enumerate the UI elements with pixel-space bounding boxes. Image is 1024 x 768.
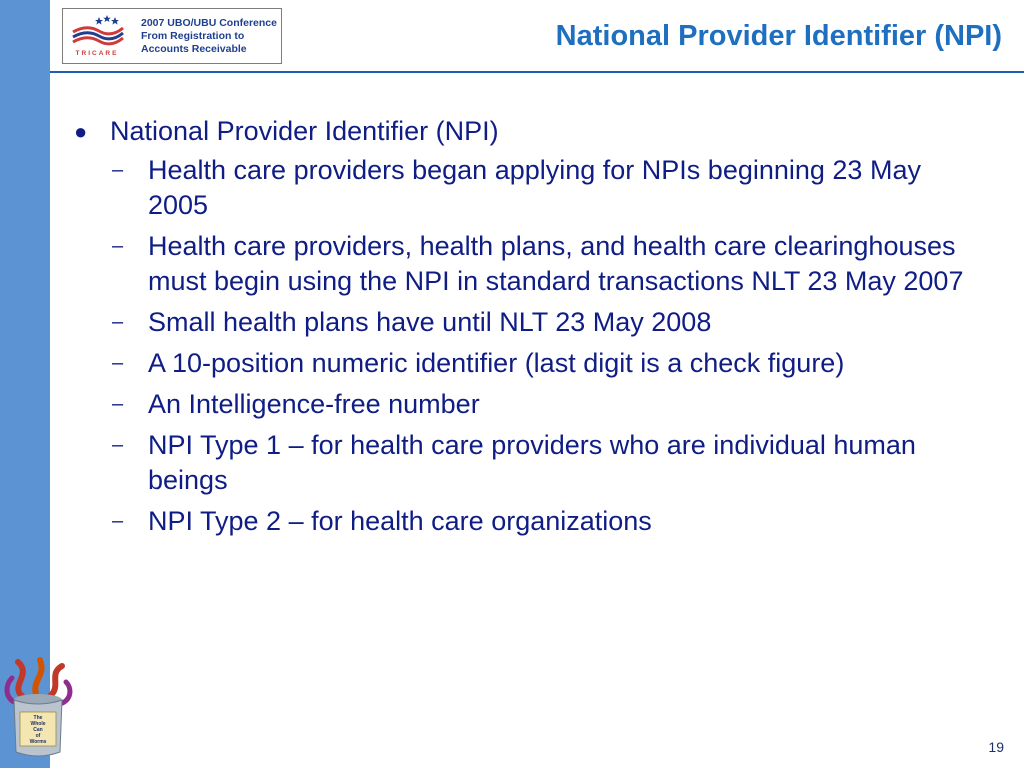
subbullet-item	[72, 428, 972, 498]
conference-name	[141, 17, 281, 56]
mascot-label-line: of	[35, 733, 41, 739]
can-of-worms-icon	[2, 656, 76, 760]
subbullet-item	[72, 305, 972, 340]
bullet-dot-icon: ●	[74, 119, 88, 144]
page-number: 19	[988, 739, 1004, 755]
conference-line-1: 2007 UBO/UBU Conference	[141, 17, 277, 29]
bullet-text: National Provider Identifier (NPI)	[110, 116, 499, 146]
slide-body	[72, 114, 972, 545]
dash-icon: –	[112, 434, 124, 456]
subbullet-text: Small health plans have until NLT 23 May 2008	[148, 307, 712, 337]
subbullet-text: A 10-position numeric identifier (last digit is a check figure)	[148, 348, 845, 378]
dash-icon: –	[112, 352, 124, 374]
slide-title: National Provider Identifier (NPI)	[555, 20, 1002, 52]
subbullet-item	[72, 504, 972, 539]
tricare-logo-icon	[69, 14, 125, 58]
bullet-item	[72, 114, 972, 149]
conference-line-2: From Registration to	[141, 30, 245, 42]
mascot-label-line: Worms	[29, 739, 47, 745]
dash-icon: –	[112, 311, 124, 333]
subbullet-item	[72, 229, 972, 299]
subbullet-item	[72, 153, 972, 223]
mascot-label-line: Whole	[30, 721, 46, 727]
svg-text:TRICARE: TRICARE	[75, 50, 119, 57]
dash-icon: –	[112, 510, 124, 532]
subbullet-text: NPI Type 1 – for health care providers who are individual human beings	[148, 430, 916, 495]
title-divider	[50, 71, 1024, 73]
subbullet-item	[72, 346, 972, 381]
dash-icon: –	[112, 159, 124, 181]
subbullet-text: NPI Type 2 – for health care organizations	[148, 506, 652, 536]
subbullet-text: Health care providers began applying for NPIs beginning 23 May 2005	[148, 155, 921, 220]
dash-icon: –	[112, 393, 124, 415]
left-sidebar-bar	[0, 0, 50, 768]
subbullet-text: An Intelligence-free number	[148, 389, 480, 419]
conference-line-3: Accounts Receivable	[141, 43, 247, 55]
subbullet-text: Health care providers, health plans, and health care clearinghouses must begin using the NPI in standard transactions NLT 23 May 2007	[148, 231, 964, 296]
dash-icon: –	[112, 235, 124, 257]
conference-logo	[62, 8, 282, 64]
mascot-label-line: The	[33, 715, 43, 721]
mascot-label-line: Can	[33, 727, 43, 733]
subbullet-item	[72, 387, 972, 422]
